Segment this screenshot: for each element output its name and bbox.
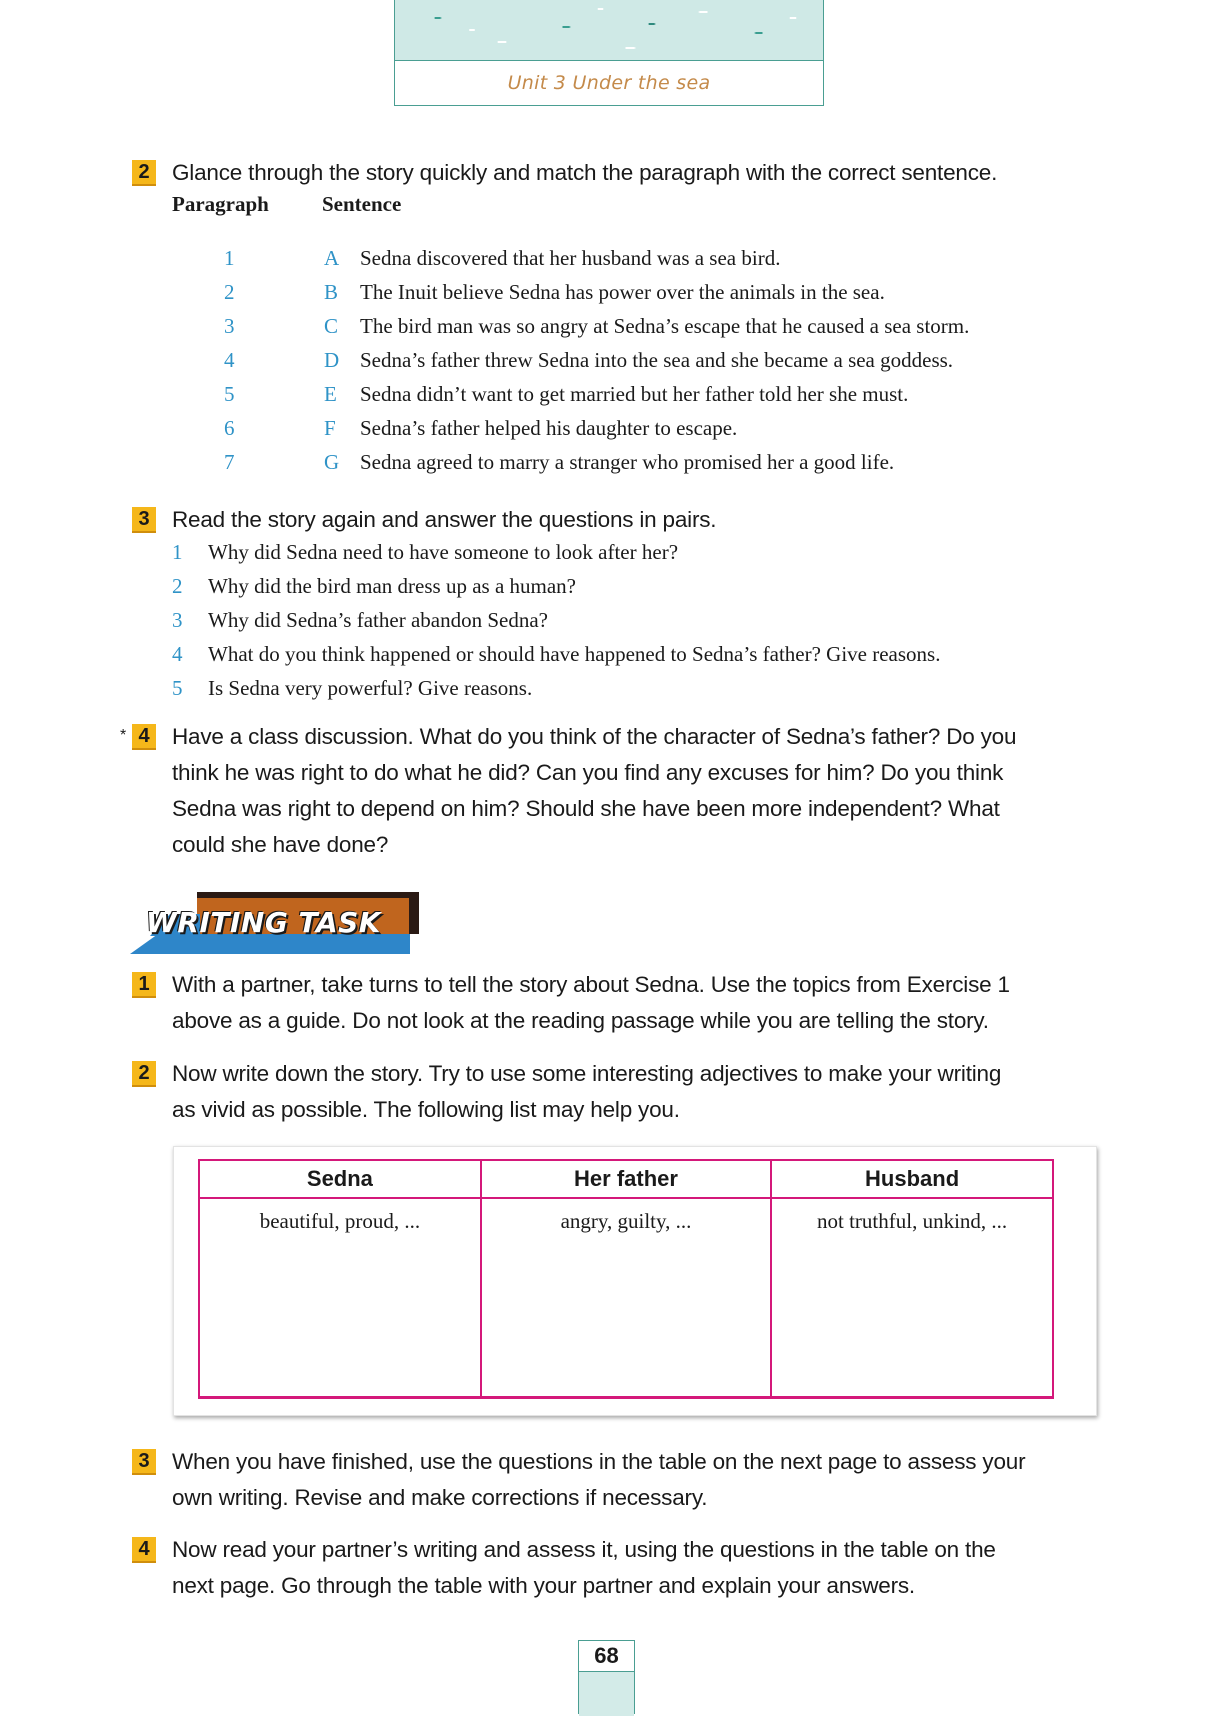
exercise-text-line: could she have done?: [172, 832, 389, 857]
exercise-number-badge: 3: [132, 507, 156, 533]
sentence-text: Sedna discovered that her husband was a sea bird.: [360, 246, 781, 270]
question-number: 3: [172, 608, 183, 632]
exercise-text-line: as vivid as possible. The following list may help you.: [172, 1097, 680, 1122]
exercise-number-badge: 2: [132, 160, 156, 186]
exercise-text-line: own writing. Revise and make corrections if necessary.: [172, 1485, 708, 1510]
adjectives-table: [198, 1159, 1054, 1399]
table-cell-her-father[interactable]: angry, guilty, ...: [481, 1198, 771, 1398]
page-number-tab: [578, 1640, 635, 1714]
writing-exercise-1: [132, 970, 1092, 1050]
sentence-letter: C: [324, 314, 339, 338]
unit-title: Unit 3 Under the sea: [507, 72, 711, 94]
exercise-number-badge: 2: [132, 1061, 156, 1087]
sentence-letter: A: [324, 246, 340, 270]
writing-task-heading: [130, 888, 430, 964]
paragraph-number: 2: [224, 280, 235, 304]
exercise-number-badge: 3: [132, 1449, 156, 1475]
sentence-letter: E: [324, 382, 337, 406]
exercise-text-line: Now read your partner’s writing and assess it, using the questions in the table on the: [172, 1537, 996, 1562]
exercise-text-line: With a partner, take turns to tell the story about Sedna. Use the topics from Exercise 1: [172, 972, 1010, 997]
sentence-letter: G: [324, 450, 340, 474]
exercise-text-line: above as a guide. Do not look at the reading passage while you are telling the story.: [172, 1008, 989, 1033]
exercise-instruction: Glance through the story quickly and match the paragraph with the correct sentence.: [172, 160, 998, 185]
exercise-text-line: next page. Go through the table with your partner and explain your answers.: [172, 1573, 915, 1598]
exercise-text-line: think he was right to do what he did? Can you find any excuses for him? Do you think: [172, 760, 1004, 785]
table-header-husband: Husband: [771, 1160, 1053, 1198]
question-text: Why did the bird man dress up as a human?: [208, 574, 576, 598]
page-tab-fill: [579, 1672, 634, 1716]
exercise-number-badge: 4: [132, 1537, 156, 1563]
reading-exercise-4: [132, 720, 1092, 870]
sentence-letter: F: [324, 416, 336, 440]
paragraph-number: 1: [224, 246, 235, 270]
reading-exercise-2: [132, 158, 1092, 474]
sentence-letter: D: [324, 348, 340, 372]
page-number: 68: [579, 1641, 634, 1672]
sentence-text: Sedna’s father threw Sedna into the sea and she became a sea goddess.: [360, 348, 954, 372]
unit-banner: [394, 0, 824, 106]
exercise-number-badge: 4: [132, 724, 156, 750]
table-header-her-father: Her father: [481, 1160, 771, 1198]
table-cell-husband[interactable]: not truthful, unkind, ...: [771, 1198, 1053, 1398]
paragraph-number: 4: [224, 348, 235, 372]
question-text: Why did Sedna need to have someone to look after her?: [208, 540, 679, 564]
sentence-text: Sedna’s father helped his daughter to escape.: [360, 416, 738, 440]
table-cell-sedna[interactable]: beautiful, proud, ...: [199, 1198, 481, 1398]
writing-exercise-4: [132, 1535, 1092, 1615]
table-header-sedna: Sedna: [199, 1160, 481, 1198]
question-number: 5: [172, 676, 183, 700]
writing-task-title: WRITING TASK: [146, 906, 382, 939]
column-header-sentence: Sentence: [322, 192, 402, 216]
question-number: 4: [172, 642, 183, 666]
sea-illustration: [395, 0, 823, 61]
column-header-paragraph: Paragraph: [172, 192, 269, 216]
exercise-instruction: Read the story again and answer the questions in pairs.: [172, 507, 717, 532]
question-text: Is Sedna very powerful? Give reasons.: [208, 676, 533, 700]
adjectives-table-card: [173, 1146, 1097, 1416]
paragraph-number: 6: [224, 416, 235, 440]
sentence-text: The Inuit believe Sedna has power over the animals in the sea.: [360, 280, 885, 304]
question-number: 2: [172, 574, 183, 598]
paragraph-number: 5: [224, 382, 235, 406]
question-text: What do you think happened or should have happened to Sedna’s father? Give reasons.: [208, 642, 941, 666]
writing-exercise-2: [132, 1059, 1092, 1139]
writing-exercise-3: [132, 1447, 1092, 1527]
paragraph-number: 3: [224, 314, 235, 338]
sentence-letter: B: [324, 280, 339, 304]
reading-exercise-3: [132, 505, 1092, 705]
exercise-number-badge: 1: [132, 972, 156, 998]
exercise-text-line: When you have finished, use the questions in the table on the next page to assess your: [172, 1449, 1026, 1474]
question-number: 1: [172, 540, 183, 564]
sentence-text: Sedna didn’t want to get married but her father told her she must.: [360, 382, 909, 406]
exercise-text-line: Have a class discussion. What do you think of the character of Sedna’s father? Do you: [172, 724, 1017, 749]
optional-marker: *: [120, 727, 127, 744]
sentence-text: Sedna agreed to marry a stranger who promised her a good life.: [360, 450, 895, 474]
exercise-text-line: Sedna was right to depend on him? Should she have been more independent? What: [172, 796, 1000, 821]
question-text: Why did Sedna’s father abandon Sedna?: [208, 608, 548, 632]
paragraph-number: 7: [224, 450, 235, 474]
sentence-text: The bird man was so angry at Sedna’s escape that he caused a sea storm.: [360, 314, 970, 338]
exercise-text-line: Now write down the story. Try to use some interesting adjectives to make your writing: [172, 1061, 1002, 1086]
